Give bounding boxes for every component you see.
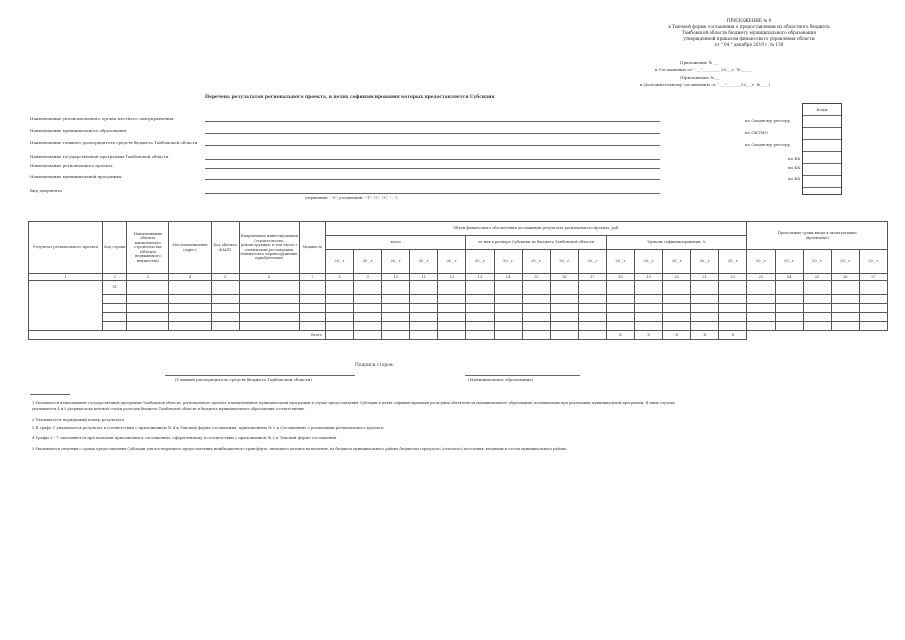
- table-cell[interactable]: [127, 313, 169, 322]
- table-cell[interactable]: [719, 322, 747, 331]
- table-cell[interactable]: [831, 281, 859, 295]
- col-number: 5: [211, 274, 239, 281]
- field-underline[interactable]: [205, 193, 660, 194]
- table-cell[interactable]: [634, 304, 662, 313]
- signature-line-left[interactable]: [165, 375, 355, 376]
- total-mark: Х: [634, 331, 662, 340]
- table-cell[interactable]: [747, 281, 775, 295]
- table-cell[interactable]: [775, 331, 803, 340]
- table-cell[interactable]: [747, 295, 775, 304]
- code-cell[interactable]: [803, 176, 841, 188]
- table-cell[interactable]: [831, 295, 859, 304]
- table-cell[interactable]: [663, 304, 691, 313]
- year-header: 20__г: [691, 250, 719, 274]
- table-cell[interactable]: [550, 304, 578, 313]
- table-cell[interactable]: [747, 331, 775, 340]
- table-cell[interactable]: [410, 281, 438, 295]
- col-header-level: Уровень софинансирования, %: [606, 236, 747, 250]
- table-cell[interactable]: [719, 304, 747, 313]
- table-cell[interactable]: [466, 322, 494, 331]
- table-cell[interactable]: [239, 295, 299, 304]
- signature-line-right[interactable]: [465, 375, 580, 376]
- field-underline[interactable]: [205, 121, 660, 122]
- col-header-direction: Направление инвестирования (строительство, реконструкция, в том числе с элементами реставрации, техническое перевооружение, приобретение): [239, 222, 299, 274]
- codes-header: Коды: [803, 104, 841, 116]
- table-cell[interactable]: [354, 304, 382, 313]
- table-cell[interactable]: [438, 322, 466, 331]
- table-cell[interactable]: [663, 313, 691, 322]
- table-cell[interactable]: [211, 304, 239, 313]
- header-right-line: Приложение №___: [680, 60, 719, 65]
- table-row[interactable]: [29, 295, 888, 304]
- footnote: 2 Указывается порядковый номер результата: [32, 417, 124, 422]
- header-right-line: (Приложение №___: [680, 75, 721, 80]
- table-cell[interactable]: [299, 322, 325, 331]
- table-cell[interactable]: [382, 295, 410, 304]
- table-cell[interactable]: [775, 281, 803, 295]
- table-cell[interactable]: [169, 313, 211, 322]
- table-cell[interactable]: [550, 281, 578, 295]
- footnote: указываются 4 и 5 разряды кода целевой статьи расходов бюджета Тамбовской области и бюджета муниципального образования соответственно.: [32, 407, 306, 411]
- col-number: 21: [691, 274, 719, 281]
- table-cell[interactable]: [747, 313, 775, 322]
- table-cell[interactable]: [494, 331, 522, 340]
- field-code-label: по Сводному реестру: [745, 118, 791, 123]
- table-row[interactable]: [29, 281, 888, 295]
- header-right-line: к Дополнительному соглашению от "___"_______20___г. №____): [640, 82, 770, 87]
- footnote: 1 Указывается наименование государственной программы Тамбовской области, регионального проекта и наименование муниципальной программы в случае предоставления Субсидии в целях софинансирования расходных обязательств муниципального образования, возникающих при реализации муниципальной программы. В иных случаях: [32, 401, 675, 405]
- table-cell[interactable]: [410, 331, 438, 340]
- col-header-limit: [747, 222, 888, 250]
- col-number: 15: [522, 274, 550, 281]
- field-underline[interactable]: [205, 145, 660, 146]
- results-table: [28, 221, 888, 340]
- table-cell[interactable]: [606, 281, 634, 295]
- table-cell[interactable]: [466, 281, 494, 295]
- table-cell[interactable]: [775, 304, 803, 313]
- table-cell[interactable]: [550, 322, 578, 331]
- table-cell[interactable]: [522, 313, 550, 322]
- table-cell[interactable]: [550, 313, 578, 322]
- footnote: 5 Указываются сведения о сроках предоставления Субсидии для последующего предоставления межбюджетного трансферта, имеющего целевое назначение, из бюджета муниципального района бюджетам городского (сельского) поселения, входящих в состав муниципального района.: [32, 447, 568, 451]
- field-label: Вид документа: [30, 188, 62, 193]
- limit-subtitle: (проектные): [805, 235, 829, 240]
- year-header: 20__г: [494, 250, 522, 274]
- field-underline[interactable]: [205, 159, 660, 160]
- year-header: 20__г: [634, 250, 662, 274]
- table-cell[interactable]: [691, 304, 719, 313]
- year-header: 20__г: [578, 250, 606, 274]
- table-cell[interactable]: [494, 322, 522, 331]
- table-cell[interactable]: [382, 304, 410, 313]
- col-number: 8: [325, 274, 353, 281]
- table-cell[interactable]: [831, 322, 859, 331]
- table-cell[interactable]: [691, 322, 719, 331]
- table-cell[interactable]: [410, 295, 438, 304]
- table-cell[interactable]: [325, 304, 353, 313]
- table-row[interactable]: [29, 304, 888, 313]
- total-mark: Х: [719, 331, 747, 340]
- table-cell[interactable]: [803, 281, 831, 295]
- table-cell[interactable]: [663, 295, 691, 304]
- table-cell[interactable]: [803, 295, 831, 304]
- table-cell[interactable]: [438, 295, 466, 304]
- table-cell[interactable]: [239, 322, 299, 331]
- col-number: 19: [634, 274, 662, 281]
- table-cell[interactable]: [747, 304, 775, 313]
- table-cell[interactable]: [127, 322, 169, 331]
- table-cell[interactable]: [859, 281, 887, 295]
- field-underline[interactable]: [205, 168, 660, 169]
- table-cell[interactable]: [606, 295, 634, 304]
- field-label: Наименование государственной программы Тамбовской области: [30, 154, 169, 159]
- table-cell[interactable]: [522, 322, 550, 331]
- limit-title: Предельные сроки ввода в эксплуатацию: [777, 231, 857, 236]
- table-cell[interactable]: [606, 322, 634, 331]
- field-underline[interactable]: [205, 133, 660, 134]
- col-header-fias: Код объекта ФАИП: [211, 222, 239, 274]
- table-cell[interactable]: [382, 313, 410, 322]
- table-cell[interactable]: [325, 331, 353, 340]
- table-cell[interactable]: [325, 313, 353, 322]
- table-cell[interactable]: [103, 304, 127, 313]
- table-cell[interactable]: [550, 331, 578, 340]
- col-number: 25: [803, 274, 831, 281]
- col-number: 6: [239, 274, 299, 281]
- header-right-line: к Соглашению от "___"_________20___г. №______: [655, 67, 753, 72]
- col-number: 4: [169, 274, 211, 281]
- code-cell[interactable]: [803, 128, 841, 140]
- table-cell[interactable]: [325, 295, 353, 304]
- table-cell[interactable]: [578, 313, 606, 322]
- year-header: 20__г: [803, 250, 831, 274]
- column-number-row: [29, 274, 888, 281]
- table-cell[interactable]: [578, 281, 606, 295]
- table-cell[interactable]: [550, 295, 578, 304]
- table-cell[interactable]: [410, 304, 438, 313]
- table-cell[interactable]: [169, 281, 211, 295]
- table-cell[interactable]: [466, 295, 494, 304]
- table-cell[interactable]: [299, 304, 325, 313]
- table-cell[interactable]: [634, 295, 662, 304]
- col-header-object: Наименование объекта капитального строительства (объекта недвижимого имущества): [127, 222, 169, 274]
- col-number: 23: [747, 274, 775, 281]
- col-number: 26: [831, 274, 859, 281]
- field-label: Наименование уполномоченного органа местного самоуправления: [30, 116, 174, 121]
- table-cell[interactable]: [663, 281, 691, 295]
- table-cell[interactable]: [239, 281, 299, 295]
- field-code-label: по БК: [788, 156, 801, 161]
- col-number: 24: [775, 274, 803, 281]
- table-cell[interactable]: [410, 322, 438, 331]
- year-header: 20__г: [410, 250, 438, 274]
- code-cell[interactable]: [803, 164, 841, 176]
- table-cell[interactable]: [859, 304, 887, 313]
- appendix-title: ПРИЛОЖЕНИЕ № 9: [726, 18, 772, 23]
- year-header: 20__г: [325, 250, 353, 274]
- appendix-header: [618, 18, 880, 48]
- table-cell[interactable]: [719, 313, 747, 322]
- table-cell[interactable]: [382, 331, 410, 340]
- table-cell[interactable]: [494, 295, 522, 304]
- year-header: 20__г: [550, 250, 578, 274]
- table-cell[interactable]: [775, 313, 803, 322]
- col-header-unit: Мощность: [299, 222, 325, 274]
- row-code: 01: [103, 281, 127, 295]
- code-cell[interactable]: [803, 116, 841, 128]
- table-cell[interactable]: [103, 322, 127, 331]
- table-cell[interactable]: [438, 313, 466, 322]
- signature-caption-right: (Муниципальное образование): [468, 377, 534, 382]
- table-cell[interactable]: [634, 281, 662, 295]
- year-header: 20__г: [606, 250, 634, 274]
- table-cell[interactable]: [803, 313, 831, 322]
- table-cell[interactable]: [354, 331, 382, 340]
- table-cell[interactable]: [522, 304, 550, 313]
- total-row: [29, 331, 888, 340]
- table-cell[interactable]: [354, 281, 382, 295]
- col-number: 11: [410, 274, 438, 281]
- table-cell[interactable]: [466, 304, 494, 313]
- table-cell[interactable]: [859, 295, 887, 304]
- table-cell[interactable]: [775, 322, 803, 331]
- year-header: 20__г: [663, 250, 691, 274]
- col-number: 16: [550, 274, 578, 281]
- table-row[interactable]: [29, 313, 888, 322]
- field-label: Наименование главного распорядителя средств бюджета Тамбовской области: [30, 140, 198, 145]
- field-code-label: по ОКТМО: [745, 130, 768, 135]
- col-header-volume: Объем финансового обеспечения достижения результата регионального проекта, руб.: [325, 222, 746, 236]
- col-header-result: Результат регионального проекта: [29, 222, 103, 274]
- table-cell[interactable]: [211, 313, 239, 322]
- table-cell[interactable]: [522, 295, 550, 304]
- table-cell[interactable]: [29, 281, 103, 331]
- document-title: Перечень результатов регионального проекта, в целях софинансирования которых предоставляется Субсидия: [205, 95, 495, 100]
- year-header: 20__г: [522, 250, 550, 274]
- table-cell[interactable]: [606, 313, 634, 322]
- year-header: 20__г: [438, 250, 466, 274]
- table-cell[interactable]: [299, 281, 325, 295]
- table-cell[interactable]: [663, 322, 691, 331]
- table-cell[interactable]: [494, 281, 522, 295]
- table-cell[interactable]: [466, 313, 494, 322]
- table-cell[interactable]: [691, 295, 719, 304]
- table-cell[interactable]: [438, 304, 466, 313]
- table-cell[interactable]: [354, 313, 382, 322]
- code-cell[interactable]: [803, 140, 841, 152]
- table-cell[interactable]: [578, 322, 606, 331]
- table-cell[interactable]: [382, 322, 410, 331]
- table-cell[interactable]: [127, 295, 169, 304]
- table-cell[interactable]: [831, 304, 859, 313]
- table-cell[interactable]: [634, 313, 662, 322]
- year-header: 20__г: [859, 250, 887, 274]
- field-code-label: по Сводному реестру: [745, 142, 791, 147]
- table-cell[interactable]: [831, 331, 859, 340]
- year-header: 20__г: [382, 250, 410, 274]
- col-number: 17: [578, 274, 606, 281]
- col-number: 20: [663, 274, 691, 281]
- table-cell[interactable]: [803, 331, 831, 340]
- total-mark: Х: [606, 331, 634, 340]
- table-cell[interactable]: [719, 281, 747, 295]
- field-underline[interactable]: [205, 179, 660, 180]
- col-number: 9: [354, 274, 382, 281]
- table-cell[interactable]: [859, 331, 887, 340]
- table-cell[interactable]: [522, 281, 550, 295]
- col-header-location: Местонахождение (адрес): [169, 222, 211, 274]
- table-cell[interactable]: [127, 281, 169, 295]
- year-header: 20__г: [719, 250, 747, 274]
- field-label: Наименование муниципальной программы: [30, 174, 122, 179]
- table-cell[interactable]: [578, 304, 606, 313]
- table-cell[interactable]: [299, 295, 325, 304]
- col-number: 22: [719, 274, 747, 281]
- footnote-divider: [30, 394, 70, 395]
- table-cell[interactable]: [831, 313, 859, 322]
- table-cell[interactable]: [691, 281, 719, 295]
- year-header: 20__г: [466, 250, 494, 274]
- col-number: 14: [494, 274, 522, 281]
- table-cell[interactable]: [438, 281, 466, 295]
- table-cell[interactable]: [803, 322, 831, 331]
- table-cell[interactable]: [354, 322, 382, 331]
- table-cell[interactable]: [103, 313, 127, 322]
- year-header: 20__г: [831, 250, 859, 274]
- year-header: 20__г: [354, 250, 382, 274]
- field-label: Наименование муниципального образования: [30, 128, 127, 133]
- field-code-label: по БК: [788, 165, 801, 170]
- table-cell[interactable]: [719, 295, 747, 304]
- code-cell[interactable]: [803, 152, 841, 164]
- table-cell[interactable]: [127, 304, 169, 313]
- col-header-code: Код строки: [103, 222, 127, 274]
- table-cell[interactable]: [634, 322, 662, 331]
- doc-type-hint: (первичный - "0", уточненный - "1", "2", "3", "..."): [305, 196, 398, 200]
- footnote: 4 Графы 3 - 7 заполняются при наличии приложения к соглашению, оформленному в соответствии с приложением № 2 к Типовой форме соглашения.: [32, 435, 338, 440]
- year-header: 20__г: [747, 250, 775, 274]
- table-cell[interactable]: [522, 331, 550, 340]
- col-number: 1: [29, 274, 103, 281]
- col-number: 13: [466, 274, 494, 281]
- table-cell[interactable]: [859, 322, 887, 331]
- signature-caption-left: (Главный распорядитель средств бюджета Тамбовской области): [175, 377, 312, 382]
- table-cell[interactable]: [354, 295, 382, 304]
- table-cell[interactable]: [803, 304, 831, 313]
- table-row[interactable]: [29, 322, 888, 331]
- table-cell[interactable]: [239, 313, 299, 322]
- table-cell[interactable]: [747, 322, 775, 331]
- table-cell[interactable]: [382, 281, 410, 295]
- col-number: 3: [127, 274, 169, 281]
- table-cell[interactable]: [103, 295, 127, 304]
- table-cell[interactable]: [691, 313, 719, 322]
- total-label: Всего: [29, 331, 326, 340]
- table-cell[interactable]: [211, 281, 239, 295]
- col-number: 10: [382, 274, 410, 281]
- total-mark: Х: [663, 331, 691, 340]
- table-cell[interactable]: [299, 313, 325, 322]
- signatures-heading: Подписи сторон:: [355, 363, 395, 368]
- field-label: Наименование регионального проекта: [30, 163, 113, 168]
- table-cell[interactable]: [410, 313, 438, 322]
- total-mark: Х: [691, 331, 719, 340]
- table-cell[interactable]: [859, 313, 887, 322]
- footnote: 3 В графе 1 указывается результат в соответствии с приложением № 4 к Типовой форме соглашения, приложением № 2 к Соглашению о реализации регионального проекта.: [32, 425, 385, 430]
- col-number: 18: [606, 274, 634, 281]
- table-cell[interactable]: [211, 322, 239, 331]
- codes-box: [802, 103, 842, 195]
- table-cell[interactable]: [325, 281, 353, 295]
- field-code-label: по БК: [788, 176, 801, 181]
- table-cell[interactable]: [211, 295, 239, 304]
- col-number: 12: [438, 274, 466, 281]
- header-line: к Типовой форме соглашения о предоставлении из областного бюджета: [668, 24, 830, 29]
- table-cell[interactable]: [438, 331, 466, 340]
- col-header-total: всего: [325, 236, 465, 250]
- header-line: от " 04 " декабря 2019 г. № 150: [714, 42, 784, 47]
- header-line: Тамбовской области бюджету муниципального образования: [681, 30, 817, 35]
- table-cell[interactable]: [606, 304, 634, 313]
- table-cell[interactable]: [239, 304, 299, 313]
- table-cell[interactable]: [169, 304, 211, 313]
- col-header-subsidy: из них в размере Субсидии из бюджета Тамбовской области: [466, 236, 606, 250]
- table-cell[interactable]: [466, 331, 494, 340]
- table-cell[interactable]: [169, 322, 211, 331]
- table-cell[interactable]: [494, 304, 522, 313]
- table-cell[interactable]: [169, 295, 211, 304]
- table-cell[interactable]: [325, 322, 353, 331]
- table-cell[interactable]: [775, 295, 803, 304]
- table-cell[interactable]: [578, 295, 606, 304]
- code-cell[interactable]: [803, 188, 841, 199]
- col-number: 2: [103, 274, 127, 281]
- table-cell[interactable]: [578, 331, 606, 340]
- col-number: 7: [299, 274, 325, 281]
- col-number: 27: [859, 274, 887, 281]
- table-cell[interactable]: [494, 313, 522, 322]
- year-header: 20__г: [775, 250, 803, 274]
- header-line: утвержденной приказом финансового управления области: [683, 36, 815, 41]
